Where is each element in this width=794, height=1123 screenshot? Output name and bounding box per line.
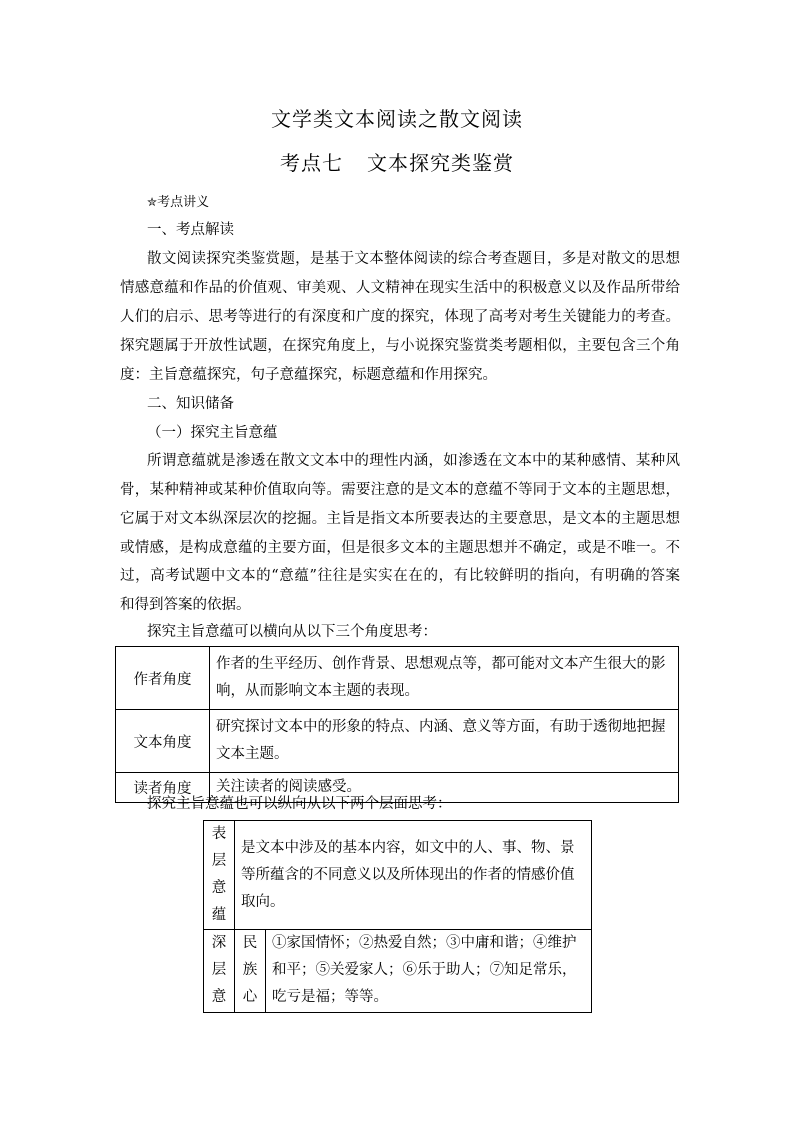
paragraph-1-line: 情感意蕴和作品的价值观、审美观、人文精神在现实生活中的积极意义以及作品所带给: [120, 280, 680, 296]
angle-label: 文本角度: [116, 710, 210, 773]
paragraph-1-line: 度：主旨意蕴探究，句子意蕴探究，标题意蕴和作用探究。: [120, 367, 497, 383]
angle-label: 读者角度: [116, 773, 210, 803]
paragraph-3: 探究主旨意蕴可以横向从以下三个角度思考：: [147, 624, 437, 640]
table-row: [204, 930, 592, 1013]
angle-text: 研究探讨文本中的形象的特点、内涵、意义等方面，有助于透彻地把握文本主题。: [210, 710, 679, 773]
paragraph-2-line: 和得到答案的依据。: [120, 597, 251, 613]
subtitle-part-a: 考点七: [280, 151, 343, 175]
heading-3: （一）探究主旨意蕴: [147, 425, 278, 441]
section-marker: ✮考点讲义: [147, 195, 210, 210]
paragraph-2-line: 过，高考试题中文本的“意蕴”往往是实实在在的，有比较鲜明的指向，有明确的答案: [120, 568, 680, 584]
doc-subtitle: [0, 147, 794, 176]
angle-text: 作者的生平经历、创作背景、思想观点等，都可能对文本产生很大的影响，从而影响文本主题的表现。: [210, 647, 679, 710]
deep-text: ①家国情怀；②热爱自然；③中庸和谐；④维护和平；⑤关爱家人；⑥乐于助人；⑦知足常乐，吃亏是福；等等。: [266, 930, 592, 1013]
paragraph-4: 探究主旨意蕴也可以纵向从以下两个层面思考：: [147, 796, 452, 812]
paragraph-1-line: 人们的启示、思考等进行的有深度和广度的探究，体现了高考对考生关键能力的考查。: [120, 309, 680, 325]
paragraph-1-line: 散文阅读探究类鉴赏题，是基于文本整体阅读的综合考查题目，多是对散文的思想: [147, 251, 680, 267]
paragraph-2-line: 它属于对文本纵深层次的挖掘。主旨是指文本所要表达的主要意思，是文本的主题思想: [120, 511, 680, 527]
subtitle-part-b: 文本探究类鉴赏: [367, 151, 514, 175]
deep-label: 深 层 意: [204, 930, 235, 1013]
surface-text: 是文本中涉及的基本内容，如文中的人、事、物、景等所蕴含的不同意义以及所体现出的作者的情感价值取向。: [235, 821, 592, 930]
paragraph-2-line: 骨，某种精神或某种价值取向等。需要注意的是文本的意蕴不等同于文本的主题思想，: [120, 482, 680, 498]
paragraph-2-line: 所谓意蕴就是渗透在散文文本中的理性内涵，如渗透在文本中的某种感情、某种风: [147, 453, 680, 469]
heading-2: 二、知识储备: [147, 396, 234, 412]
table-row: [204, 821, 592, 930]
angle-text: 关注读者的阅读感受。: [210, 773, 679, 803]
deep-sublabel: 民 族 心: [235, 930, 266, 1013]
angle-label: 作者角度: [116, 647, 210, 710]
doc-title: 文学类文本阅读之散文阅读: [271, 107, 523, 131]
table-row: [116, 647, 679, 710]
levels-table: [203, 820, 592, 1013]
paragraph-1-line: 探究题属于开放性试题，在探究角度上，与小说探究鉴赏类考题相似，主要包含三个角: [120, 338, 680, 354]
table-row: [116, 710, 679, 773]
angles-table: [115, 646, 679, 803]
surface-label: 表 层 意 蕴: [204, 821, 235, 930]
heading-1: 一、考点解读: [147, 222, 234, 238]
paragraph-2-line: 或情感，是构成意蕴的主要方面，但是很多文本的主题思想并不确定，或是不唯一。不: [120, 540, 680, 556]
star-icon: ✮: [147, 195, 158, 209]
